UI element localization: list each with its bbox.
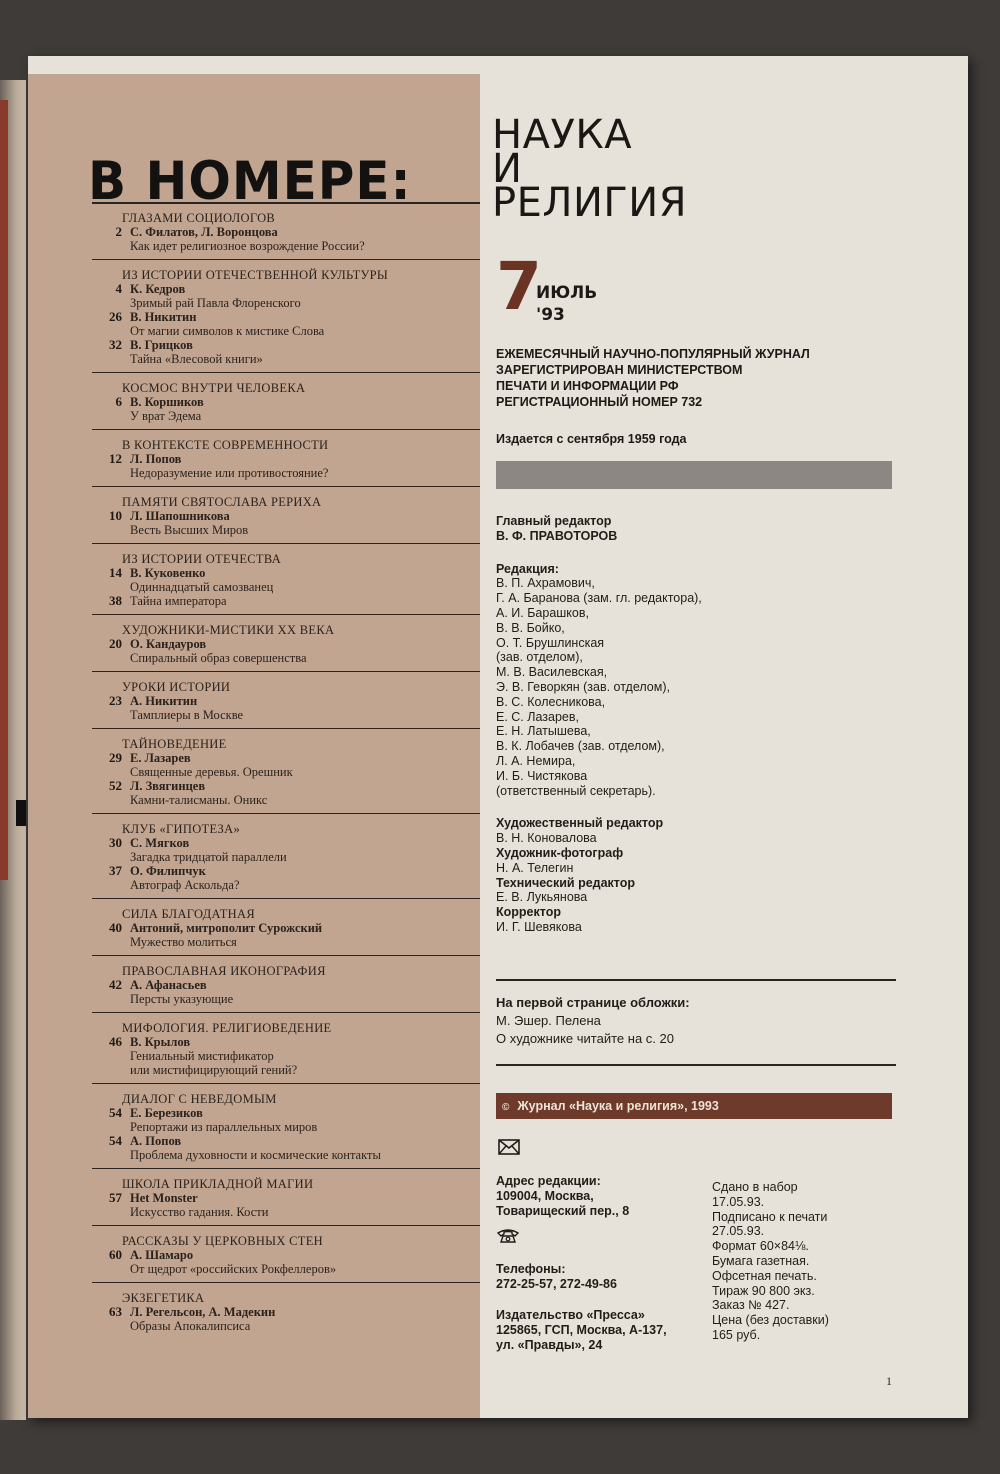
toc-article-title: Недоразумение или противостояние? [130, 466, 329, 480]
toc-author: О. Кандауров [130, 637, 207, 651]
photographer-name: Н. А. Телегин [496, 860, 574, 875]
journal-page [28, 56, 968, 1418]
photographer-label: Художник-фотограф [496, 845, 624, 860]
printing-detail-line: Сдано в набор [712, 1180, 798, 1194]
telephone-icon [496, 1228, 520, 1244]
toc-page-number: 20 [109, 636, 122, 651]
editorial-member: А. И. Барашков, [496, 605, 589, 620]
toc-page-number: 32 [109, 337, 122, 352]
toc-author: А. Шамаро [130, 1248, 194, 1262]
toc-page-number: 42 [109, 977, 122, 992]
editorial-member: В. В. Бойко, [496, 620, 565, 635]
toc-page-number: 40 [109, 920, 122, 935]
publisher-line: 125865, ГСП, Москва, А-137, [496, 1323, 667, 1337]
publisher-info [496, 1308, 726, 1353]
toc-author: Е. Березиков [130, 1106, 203, 1120]
toc-title: В НОМЕРЕ: [88, 150, 412, 212]
editorial-member: О. Т. Брушлинская [496, 635, 605, 650]
masthead-column [480, 56, 968, 1418]
toc-section [92, 372, 480, 429]
tech-editor-name: Е. В. Лукьянова [496, 890, 588, 905]
toc-section-title: В КОНТЕКСТЕ СОВРЕМЕННОСТИ [122, 438, 329, 452]
cover-line: М. Эшер. Пелена [496, 1013, 601, 1028]
toc-page-number: 57 [109, 1190, 122, 1205]
envelope-icon [498, 1139, 520, 1155]
toc-page-number: 52 [109, 778, 122, 793]
printing-detail-line: Цена (без доставки) [712, 1313, 829, 1328]
title-line-1: НАУКА [492, 112, 633, 158]
toc-entry-author-row [92, 751, 480, 765]
toc-section-title: КОСМОС ВНУТРИ ЧЕЛОВЕКА [122, 381, 306, 395]
toc-entry-title-row [92, 1120, 480, 1134]
toc-section-title: ПАМЯТИ СВЯТОСЛАВА РЕРИХА [122, 495, 322, 509]
toc-section-title: КЛУБ «ГИПОТЕЗА» [122, 822, 240, 836]
info-line: ПЕЧАТИ И ИНФОРМАЦИИ РФ [496, 379, 679, 393]
toc-article-title: Спиральный образ совершенства [130, 651, 307, 665]
publisher-line: ул. «Правды», 24 [496, 1338, 603, 1352]
toc-section [92, 614, 480, 671]
cover-line: О художнике читайте на с. 20 [496, 1031, 674, 1046]
toc-author: В. Крылов [130, 1035, 191, 1049]
toc-section-title: МИФОЛОГИЯ. РЕЛИГИОВЕДЕНИЕ [122, 1021, 332, 1035]
printing-detail-line: Заказ № 427. [712, 1298, 790, 1313]
toc-section [92, 1083, 480, 1168]
toc-article-title: Проблема духовности и космические контакты [130, 1148, 381, 1162]
toc-entry-title-row [92, 850, 480, 864]
toc-author: Л. Шапошникова [130, 509, 230, 523]
toc-entry-title-row [92, 409, 480, 423]
toc-page-number: 6 [115, 394, 122, 409]
divider-rule [496, 979, 896, 981]
toc-author: Антоний, митрополит Сурожский [130, 921, 323, 935]
toc-article-title: Искусство гадания. Кости [130, 1205, 269, 1219]
toc-entry-author-row [92, 779, 480, 793]
toc-author: В. Коршиков [130, 395, 204, 409]
toc-page-number: 30 [109, 835, 122, 850]
toc-article-title: Мужество молиться [130, 935, 237, 949]
toc-entry-title-row [92, 651, 480, 665]
toc-page-number: 38 [109, 593, 122, 608]
toc-entry-author-row [92, 1191, 480, 1205]
toc-article-title: Тайна императора [130, 594, 227, 608]
editorial-member: В. П. Ахрамович, [496, 576, 595, 591]
toc-entry-author-row [92, 338, 480, 352]
address-line: Адрес редакции: [496, 1174, 601, 1188]
printing-detail-line: 165 руб. [712, 1327, 761, 1342]
toc-entry-title-row [92, 466, 480, 480]
toc-entry-title-row [92, 708, 480, 722]
toc-author: В. Грицков [130, 338, 193, 352]
toc-section-title: УРОКИ ИСТОРИИ [122, 680, 231, 694]
toc-section [92, 486, 480, 543]
toc-page-number: 54 [109, 1133, 122, 1148]
printing-detail-line: 17.05.93. [712, 1194, 765, 1209]
toc-author: С. Филатов, Л. Воронцова [130, 225, 278, 239]
art-editor-label: Художественный редактор [496, 816, 664, 831]
issue-date [536, 282, 597, 326]
toc-section-title: РАССКАЗЫ У ЦЕРКОВНЫХ СТЕН [122, 1234, 323, 1248]
toc-entry-author-row [92, 637, 480, 651]
toc-entry-author-row [92, 694, 480, 708]
toc-section-title: ДИАЛОГ С НЕВЕДОМЫМ [122, 1092, 277, 1106]
address-line: 109004, Москва, [496, 1189, 594, 1203]
toc-page-number: 4 [115, 281, 122, 296]
cover-label: На первой странице обложки: [496, 995, 690, 1010]
editorial-credits [496, 514, 916, 935]
toc-section [92, 955, 480, 1012]
toc-author: Е. Лазарев [130, 751, 191, 765]
toc-author: А. Никитин [130, 694, 198, 708]
toc-section-title: ЭКЗЕГЕТИКА [122, 1291, 205, 1305]
editorial-member: Е. Н. Латышева, [496, 724, 591, 739]
toc-entry-title-row [92, 1063, 480, 1077]
toc-entry-title-row [92, 1049, 480, 1063]
corrector-name: И. Г. Шевякова [496, 919, 582, 934]
toc-article-title: У врат Эдема [130, 409, 202, 423]
toc-author: В. Никитин [130, 310, 197, 324]
printing-detail-line: Подписано к печати [712, 1209, 828, 1224]
toc-author: А. Афанасьев [130, 978, 207, 992]
toc-section [92, 1012, 480, 1083]
printing-details [712, 1180, 872, 1343]
toc-article-title-cont: или мистифицирующий гений? [130, 1063, 298, 1077]
toc-entry-title-row [92, 1262, 480, 1276]
toc-author: В. Куковенко [130, 566, 206, 580]
toc-entry-title-row [92, 352, 480, 366]
toc-article-title: Весть Высших Миров [130, 523, 249, 537]
registration-info [496, 346, 946, 410]
toc-article-title: Персты указующие [130, 992, 234, 1006]
toc-section-title: ГЛАЗАМИ СОЦИОЛОГОВ [122, 211, 276, 225]
toc-article-title: Загадка тридцатой параллели [130, 850, 287, 864]
toc-page-number: 14 [109, 565, 122, 580]
art-editor-name: В. Н. Коновалова [496, 831, 597, 846]
info-line: ЕЖЕМЕСЯЧНЫЙ НАУЧНО-ПОПУЛЯРНЫЙ ЖУРНАЛ [496, 347, 810, 361]
page-number: 1 [886, 1374, 892, 1388]
toc-author: А. Попов [130, 1134, 182, 1148]
toc-entry-title-row [92, 765, 480, 779]
printing-detail-line: Формат 60×84⅛. [712, 1239, 809, 1254]
toc-entry-title-row [92, 793, 480, 807]
toc-article-title: Камни-талисманы. Оникс [130, 793, 268, 807]
toc-entry-author-row [92, 225, 480, 239]
toc-page-number: 29 [109, 750, 122, 765]
toc-page-number: 26 [109, 309, 122, 324]
chief-editor-name: В. Ф. ПРАВОТОРОВ [496, 528, 618, 543]
toc-entry-author-row [92, 978, 480, 992]
edge-mark [16, 800, 26, 826]
toc-section [92, 671, 480, 728]
editorial-list [496, 576, 916, 798]
toc-section [92, 259, 480, 372]
toc-author: Л. Звягинцев [130, 779, 206, 793]
toc-page-number: 10 [109, 508, 122, 523]
phones-label: Телефоны: [496, 1262, 566, 1276]
editorial-member: Л. А. Немира, [496, 753, 576, 768]
toc-entry-title-row [92, 523, 480, 537]
toc-entry-title-row [92, 324, 480, 338]
toc-section [92, 1168, 480, 1225]
editorial-member: Е. С. Лазарев, [496, 709, 579, 724]
toc-section [92, 429, 480, 486]
toc-author: Л. Попов [130, 452, 182, 466]
toc-author: Л. Регельсон, А. Мадекин [130, 1305, 276, 1319]
toc-article-title: Гениальный мистификатор [130, 1049, 274, 1063]
toc-article-title: Образы Апокалипсиса [130, 1319, 251, 1333]
toc-author: С. Мягков [130, 836, 190, 850]
toc-entry-title-row [92, 935, 480, 949]
toc-section-title: ПРАВОСЛАВНАЯ ИКОНОГРАФИЯ [122, 964, 326, 978]
toc-article-title: Тамплиеры в Москве [130, 708, 244, 722]
toc-section [92, 1225, 480, 1282]
editorial-member: В. С. Колесникова, [496, 694, 606, 709]
toc-entry-author-row [92, 1106, 480, 1120]
editorial-member: (зав. отделом), [496, 650, 583, 665]
toc-section [92, 543, 480, 614]
toc-article-title: Одиннадцатый самозванец [130, 580, 274, 594]
toc-section [92, 898, 480, 955]
editorial-member: М. В. Василевская, [496, 665, 608, 680]
toc-page-number: 12 [109, 451, 122, 466]
printing-detail-line: Бумага газетная. [712, 1253, 810, 1268]
toc-entry-author-row [92, 864, 480, 878]
editorial-member: Г. А. Баранова (зам. гл. редактора), [496, 591, 702, 606]
toc-entry-title-row [92, 1319, 480, 1333]
toc-entry-author-row [92, 921, 480, 935]
previous-page-edge [0, 80, 26, 1420]
toc-section [92, 813, 480, 898]
copyright-text: Журнал «Наука и религия», 1993 [517, 1099, 719, 1113]
toc-section [92, 202, 480, 259]
toc-entry-title-row [92, 580, 480, 594]
toc-entry-author-row [92, 1305, 480, 1319]
phone-numbers [496, 1262, 706, 1292]
toc-article-title: Репортажи из параллельных миров [130, 1120, 318, 1134]
toc-article-title: Тайна «Влесовой книги» [130, 352, 263, 366]
toc-article-title: Как идет религиозное возрождение России? [130, 239, 365, 253]
toc-entry-author-row [92, 566, 480, 580]
grey-divider-bar [496, 461, 892, 489]
toc-entry-author-row [92, 1134, 480, 1148]
toc-entry-author-row [92, 1035, 480, 1049]
editorial-label: Редакция: [496, 561, 559, 576]
toc-page-number: 54 [109, 1105, 122, 1120]
toc-author: Het Monster [130, 1191, 198, 1205]
printing-detail-line: Офсетная печать. [712, 1268, 817, 1283]
toc-author: К. Кедров [130, 282, 186, 296]
published-since: Издается с сентября 1959 года [496, 432, 687, 446]
info-line: РЕГИСТРАЦИОННЫЙ НОМЕР 732 [496, 395, 703, 409]
toc-article-title: Автограф Аскольда? [130, 878, 240, 892]
toc-article-title: От магии символов к мистике Слова [130, 324, 325, 338]
toc-page-number: 23 [109, 693, 122, 708]
toc-entry-row [92, 594, 480, 608]
title-line-2: И [492, 146, 523, 192]
toc-page-number: 2 [115, 224, 122, 239]
toc-entry-author-row [92, 1248, 480, 1262]
info-line: ЗАРЕГИСТРИРОВАН МИНИСТЕРСТВОМ [496, 363, 743, 377]
editorial-member: И. Б. Чистякова [496, 768, 588, 783]
copyright-symbol: © [502, 1102, 510, 1113]
toc-entry-author-row [92, 509, 480, 523]
toc-page-number: 46 [109, 1034, 122, 1049]
toc-article-title: Священные деревья. Орешник [130, 765, 293, 779]
toc-section-title: СИЛА БЛАГОДАТНАЯ [122, 907, 255, 921]
toc-entry-title-row [92, 1205, 480, 1219]
title-line-3: РЕЛИГИЯ [492, 180, 688, 226]
copyright-bar [496, 1093, 892, 1119]
printing-detail-line: 27.05.93. [712, 1224, 765, 1239]
cover-info [496, 994, 916, 1048]
tech-editor-label: Технический редактор [496, 875, 636, 890]
toc-page-number: 63 [109, 1304, 122, 1319]
toc-entry-title-row [92, 1148, 480, 1162]
toc-section-title: ХУДОЖНИКИ-МИСТИКИ XX ВЕКА [122, 623, 335, 637]
printing-detail-line: Тираж 90 800 экз. [712, 1283, 815, 1298]
toc-entry-author-row [92, 310, 480, 324]
toc-entry-title-row [92, 992, 480, 1006]
editorial-member: В. К. Лобачев (зав. отделом), [496, 739, 665, 754]
editorial-address [496, 1174, 706, 1219]
edge-strip [0, 100, 8, 880]
toc-entry-author-row [92, 452, 480, 466]
toc-entry-title-row [92, 296, 480, 310]
toc-author: О. Филипчук [130, 864, 206, 878]
editorial-member: (ответственный секретарь). [496, 783, 656, 798]
issue-month: ИЮЛЬ [536, 283, 598, 303]
phones-value: 272-25-57, 272-49-86 [496, 1277, 617, 1291]
toc-article-title: От щедрот «российских Рокфеллеров» [130, 1262, 337, 1276]
toc-section-title: ШКОЛА ПРИКЛАДНОЙ МАГИИ [122, 1177, 314, 1191]
chief-editor-label: Главный редактор [496, 514, 612, 528]
publisher-line: Издательство «Пресса» [496, 1308, 645, 1322]
toc-section [92, 728, 480, 813]
toc-page-number: 37 [109, 863, 122, 878]
toc-section-title: ИЗ ИСТОРИИ ОТЕЧЕСТВЕННОЙ КУЛЬТУРЫ [122, 268, 389, 282]
table-of-contents [28, 74, 480, 1418]
toc-entry-author-row [92, 395, 480, 409]
magazine-title [492, 112, 688, 226]
divider-rule [496, 1064, 896, 1066]
toc-entry-title-row [92, 878, 480, 892]
toc-entry-author-row [92, 282, 480, 296]
toc-section [92, 1282, 480, 1339]
issue-year: '93 [536, 305, 565, 325]
toc-section-title: ТАЙНОВЕДЕНИЕ [122, 737, 227, 751]
toc-list [92, 202, 480, 1339]
editorial-member: Э. В. Геворкян (зав. отделом), [496, 679, 670, 694]
toc-section-title: ИЗ ИСТОРИИ ОТЕЧЕСТВА [122, 552, 282, 566]
toc-article-title: Зримый рай Павла Флоренского [130, 296, 301, 310]
corrector-label: Корректор [496, 905, 561, 920]
toc-page-number: 60 [109, 1247, 122, 1262]
address-line: Товарищеский пер., 8 [496, 1204, 630, 1218]
issue-number: 7 [496, 248, 542, 325]
toc-entry-title-row [92, 239, 480, 253]
toc-entry-author-row [92, 836, 480, 850]
